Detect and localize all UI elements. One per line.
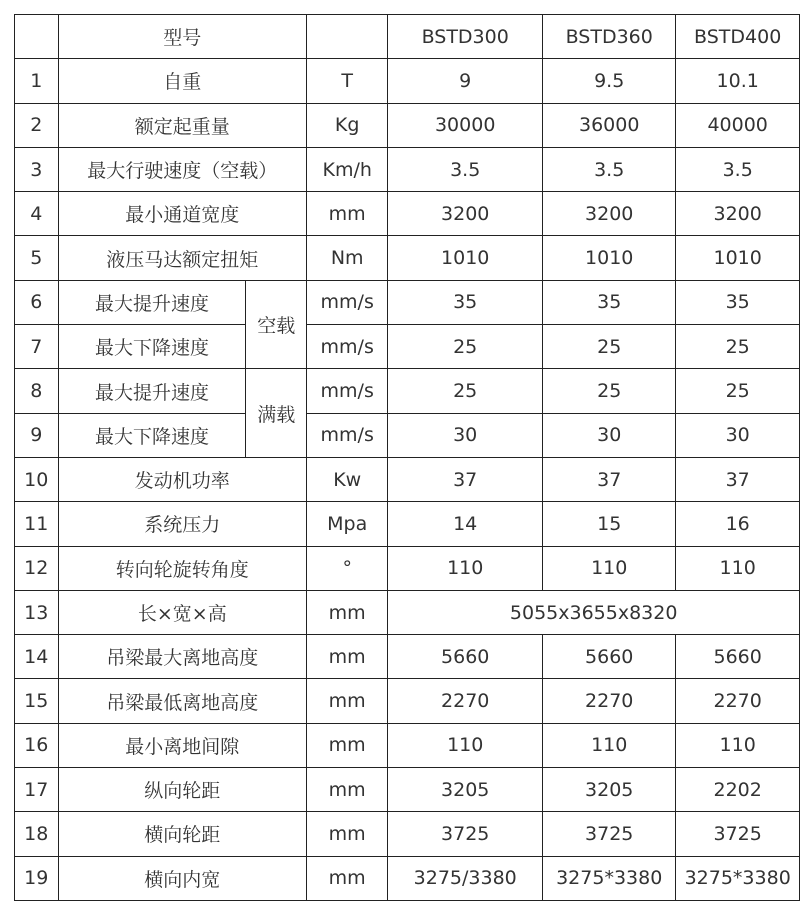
spec-table-body — [15, 15, 800, 901]
value-bstd300: 37 — [388, 457, 543, 501]
value-bstd400: 2270 — [676, 679, 800, 723]
value-bstd360: 36000 — [543, 103, 676, 147]
table-row — [15, 147, 800, 191]
value-bstd300: 3.5 — [388, 147, 543, 191]
header-model-1: BSTD300 — [388, 15, 543, 59]
unit-cell: Nm — [307, 236, 388, 280]
value-bstd360: 37 — [543, 457, 676, 501]
row-number: 14 — [15, 635, 59, 679]
param-name: 最大行驶速度（空载） — [58, 147, 307, 191]
header-model-label: 型号 — [58, 15, 307, 59]
table-row — [15, 856, 800, 900]
unit-cell: Kg — [307, 103, 388, 147]
header-row — [15, 15, 800, 59]
row-number: 1 — [15, 59, 59, 103]
row-number: 2 — [15, 103, 59, 147]
table-row — [15, 502, 800, 546]
table-row — [15, 590, 800, 634]
value-bstd300: 9 — [388, 59, 543, 103]
param-name: 横向内宽 — [58, 856, 307, 900]
value-bstd400: 3.5 — [676, 147, 800, 191]
row-number: 8 — [15, 369, 59, 413]
value-bstd400: 37 — [676, 457, 800, 501]
table-row — [15, 103, 800, 147]
value-bstd360: 3200 — [543, 192, 676, 236]
table-row — [15, 325, 800, 369]
row-number: 16 — [15, 723, 59, 767]
value-bstd400: 35 — [676, 280, 800, 324]
header-model-2: BSTD360 — [543, 15, 676, 59]
unit-cell: Mpa — [307, 502, 388, 546]
unit-cell: mm/s — [307, 413, 388, 457]
param-name: 横向轮距 — [58, 812, 307, 856]
unit-cell: mm — [307, 768, 388, 812]
value-bstd300: 25 — [388, 369, 543, 413]
value-bstd360: 3275*3380 — [543, 856, 676, 900]
condition-label: 空载 — [246, 280, 307, 369]
row-number: 19 — [15, 856, 59, 900]
value-bstd400: 16 — [676, 502, 800, 546]
value-bstd400: 30 — [676, 413, 800, 457]
table-row — [15, 236, 800, 280]
row-number: 18 — [15, 812, 59, 856]
value-bstd300: 30000 — [388, 103, 543, 147]
value-bstd300: 110 — [388, 723, 543, 767]
unit-cell: mm — [307, 635, 388, 679]
value-bstd360: 110 — [543, 723, 676, 767]
param-name: 转向轮旋转角度 — [58, 546, 307, 590]
table-row — [15, 635, 800, 679]
value-bstd400: 25 — [676, 369, 800, 413]
value-bstd360: 15 — [543, 502, 676, 546]
unit-cell: mm/s — [307, 369, 388, 413]
param-name: 额定起重量 — [58, 103, 307, 147]
value-bstd400: 2202 — [676, 768, 800, 812]
unit-cell: mm — [307, 856, 388, 900]
unit-cell: mm — [307, 679, 388, 723]
value-bstd300: 35 — [388, 280, 543, 324]
table-row — [15, 546, 800, 590]
value-bstd400: 110 — [676, 723, 800, 767]
value-bstd300: 5660 — [388, 635, 543, 679]
row-number: 9 — [15, 413, 59, 457]
table-row — [15, 812, 800, 856]
value-bstd360: 35 — [543, 280, 676, 324]
table-row — [15, 369, 800, 413]
param-name: 长×宽×高 — [58, 590, 307, 634]
header-model-3: BSTD400 — [676, 15, 800, 59]
unit-cell: ° — [307, 546, 388, 590]
value-bstd360: 110 — [543, 546, 676, 590]
param-name: 吊梁最低离地高度 — [58, 679, 307, 723]
value-bstd360: 25 — [543, 369, 676, 413]
table-row — [15, 768, 800, 812]
value-bstd400: 3200 — [676, 192, 800, 236]
value-bstd400: 3725 — [676, 812, 800, 856]
param-name: 最小离地间隙 — [58, 723, 307, 767]
table-row — [15, 192, 800, 236]
unit-cell: mm — [307, 192, 388, 236]
value-bstd360: 3725 — [543, 812, 676, 856]
value-bstd360: 2270 — [543, 679, 676, 723]
unit-cell: mm/s — [307, 325, 388, 369]
value-bstd400: 3275*3380 — [676, 856, 800, 900]
unit-cell: mm/s — [307, 280, 388, 324]
param-name: 发动机功率 — [58, 457, 307, 501]
param-name: 自重 — [58, 59, 307, 103]
value-bstd360: 25 — [543, 325, 676, 369]
param-name: 液压马达额定扭矩 — [58, 236, 307, 280]
row-number: 10 — [15, 457, 59, 501]
value-bstd300: 2270 — [388, 679, 543, 723]
param-name: 系统压力 — [58, 502, 307, 546]
row-number: 7 — [15, 325, 59, 369]
value-bstd360: 1010 — [543, 236, 676, 280]
param-name: 最大提升速度 — [58, 369, 246, 413]
table-row — [15, 59, 800, 103]
param-name: 吊梁最大离地高度 — [58, 635, 307, 679]
value-bstd400: 40000 — [676, 103, 800, 147]
unit-cell: Kw — [307, 457, 388, 501]
row-number: 4 — [15, 192, 59, 236]
param-name: 最大提升速度 — [58, 280, 246, 324]
value-bstd360: 9.5 — [543, 59, 676, 103]
value-bstd300: 14 — [388, 502, 543, 546]
value-bstd300: 30 — [388, 413, 543, 457]
table-row — [15, 457, 800, 501]
row-number: 3 — [15, 147, 59, 191]
value-bstd400: 10.1 — [676, 59, 800, 103]
value-bstd400: 1010 — [676, 236, 800, 280]
value-bstd400: 25 — [676, 325, 800, 369]
value-bstd300: 110 — [388, 546, 543, 590]
unit-cell: T — [307, 59, 388, 103]
value-bstd300: 3725 — [388, 812, 543, 856]
param-name: 最小通道宽度 — [58, 192, 307, 236]
header-unit-cell — [307, 15, 388, 59]
value-bstd300: 3275/3380 — [388, 856, 543, 900]
row-number: 11 — [15, 502, 59, 546]
value-bstd300: 25 — [388, 325, 543, 369]
row-number: 6 — [15, 280, 59, 324]
param-name: 最大下降速度 — [58, 413, 246, 457]
row-number: 13 — [15, 590, 59, 634]
value-bstd300: 3205 — [388, 768, 543, 812]
unit-cell: mm — [307, 812, 388, 856]
value-bstd360: 3205 — [543, 768, 676, 812]
value-bstd360: 5660 — [543, 635, 676, 679]
row-number: 15 — [15, 679, 59, 723]
value-bstd360: 30 — [543, 413, 676, 457]
value-bstd360: 3.5 — [543, 147, 676, 191]
merged-value: 5055x3655x8320 — [388, 590, 800, 634]
row-number: 5 — [15, 236, 59, 280]
unit-cell: mm — [307, 590, 388, 634]
table-row — [15, 413, 800, 457]
header-no-cell — [15, 15, 59, 59]
row-number: 17 — [15, 768, 59, 812]
value-bstd300: 3200 — [388, 192, 543, 236]
value-bstd400: 5660 — [676, 635, 800, 679]
unit-cell: mm — [307, 723, 388, 767]
param-name: 纵向轮距 — [58, 768, 307, 812]
table-row — [15, 679, 800, 723]
unit-cell: Km/h — [307, 147, 388, 191]
value-bstd400: 110 — [676, 546, 800, 590]
condition-label: 满载 — [246, 369, 307, 458]
table-row — [15, 280, 800, 324]
param-name: 最大下降速度 — [58, 325, 246, 369]
value-bstd300: 1010 — [388, 236, 543, 280]
table-row — [15, 723, 800, 767]
row-number: 12 — [15, 546, 59, 590]
spec-table — [14, 14, 800, 901]
